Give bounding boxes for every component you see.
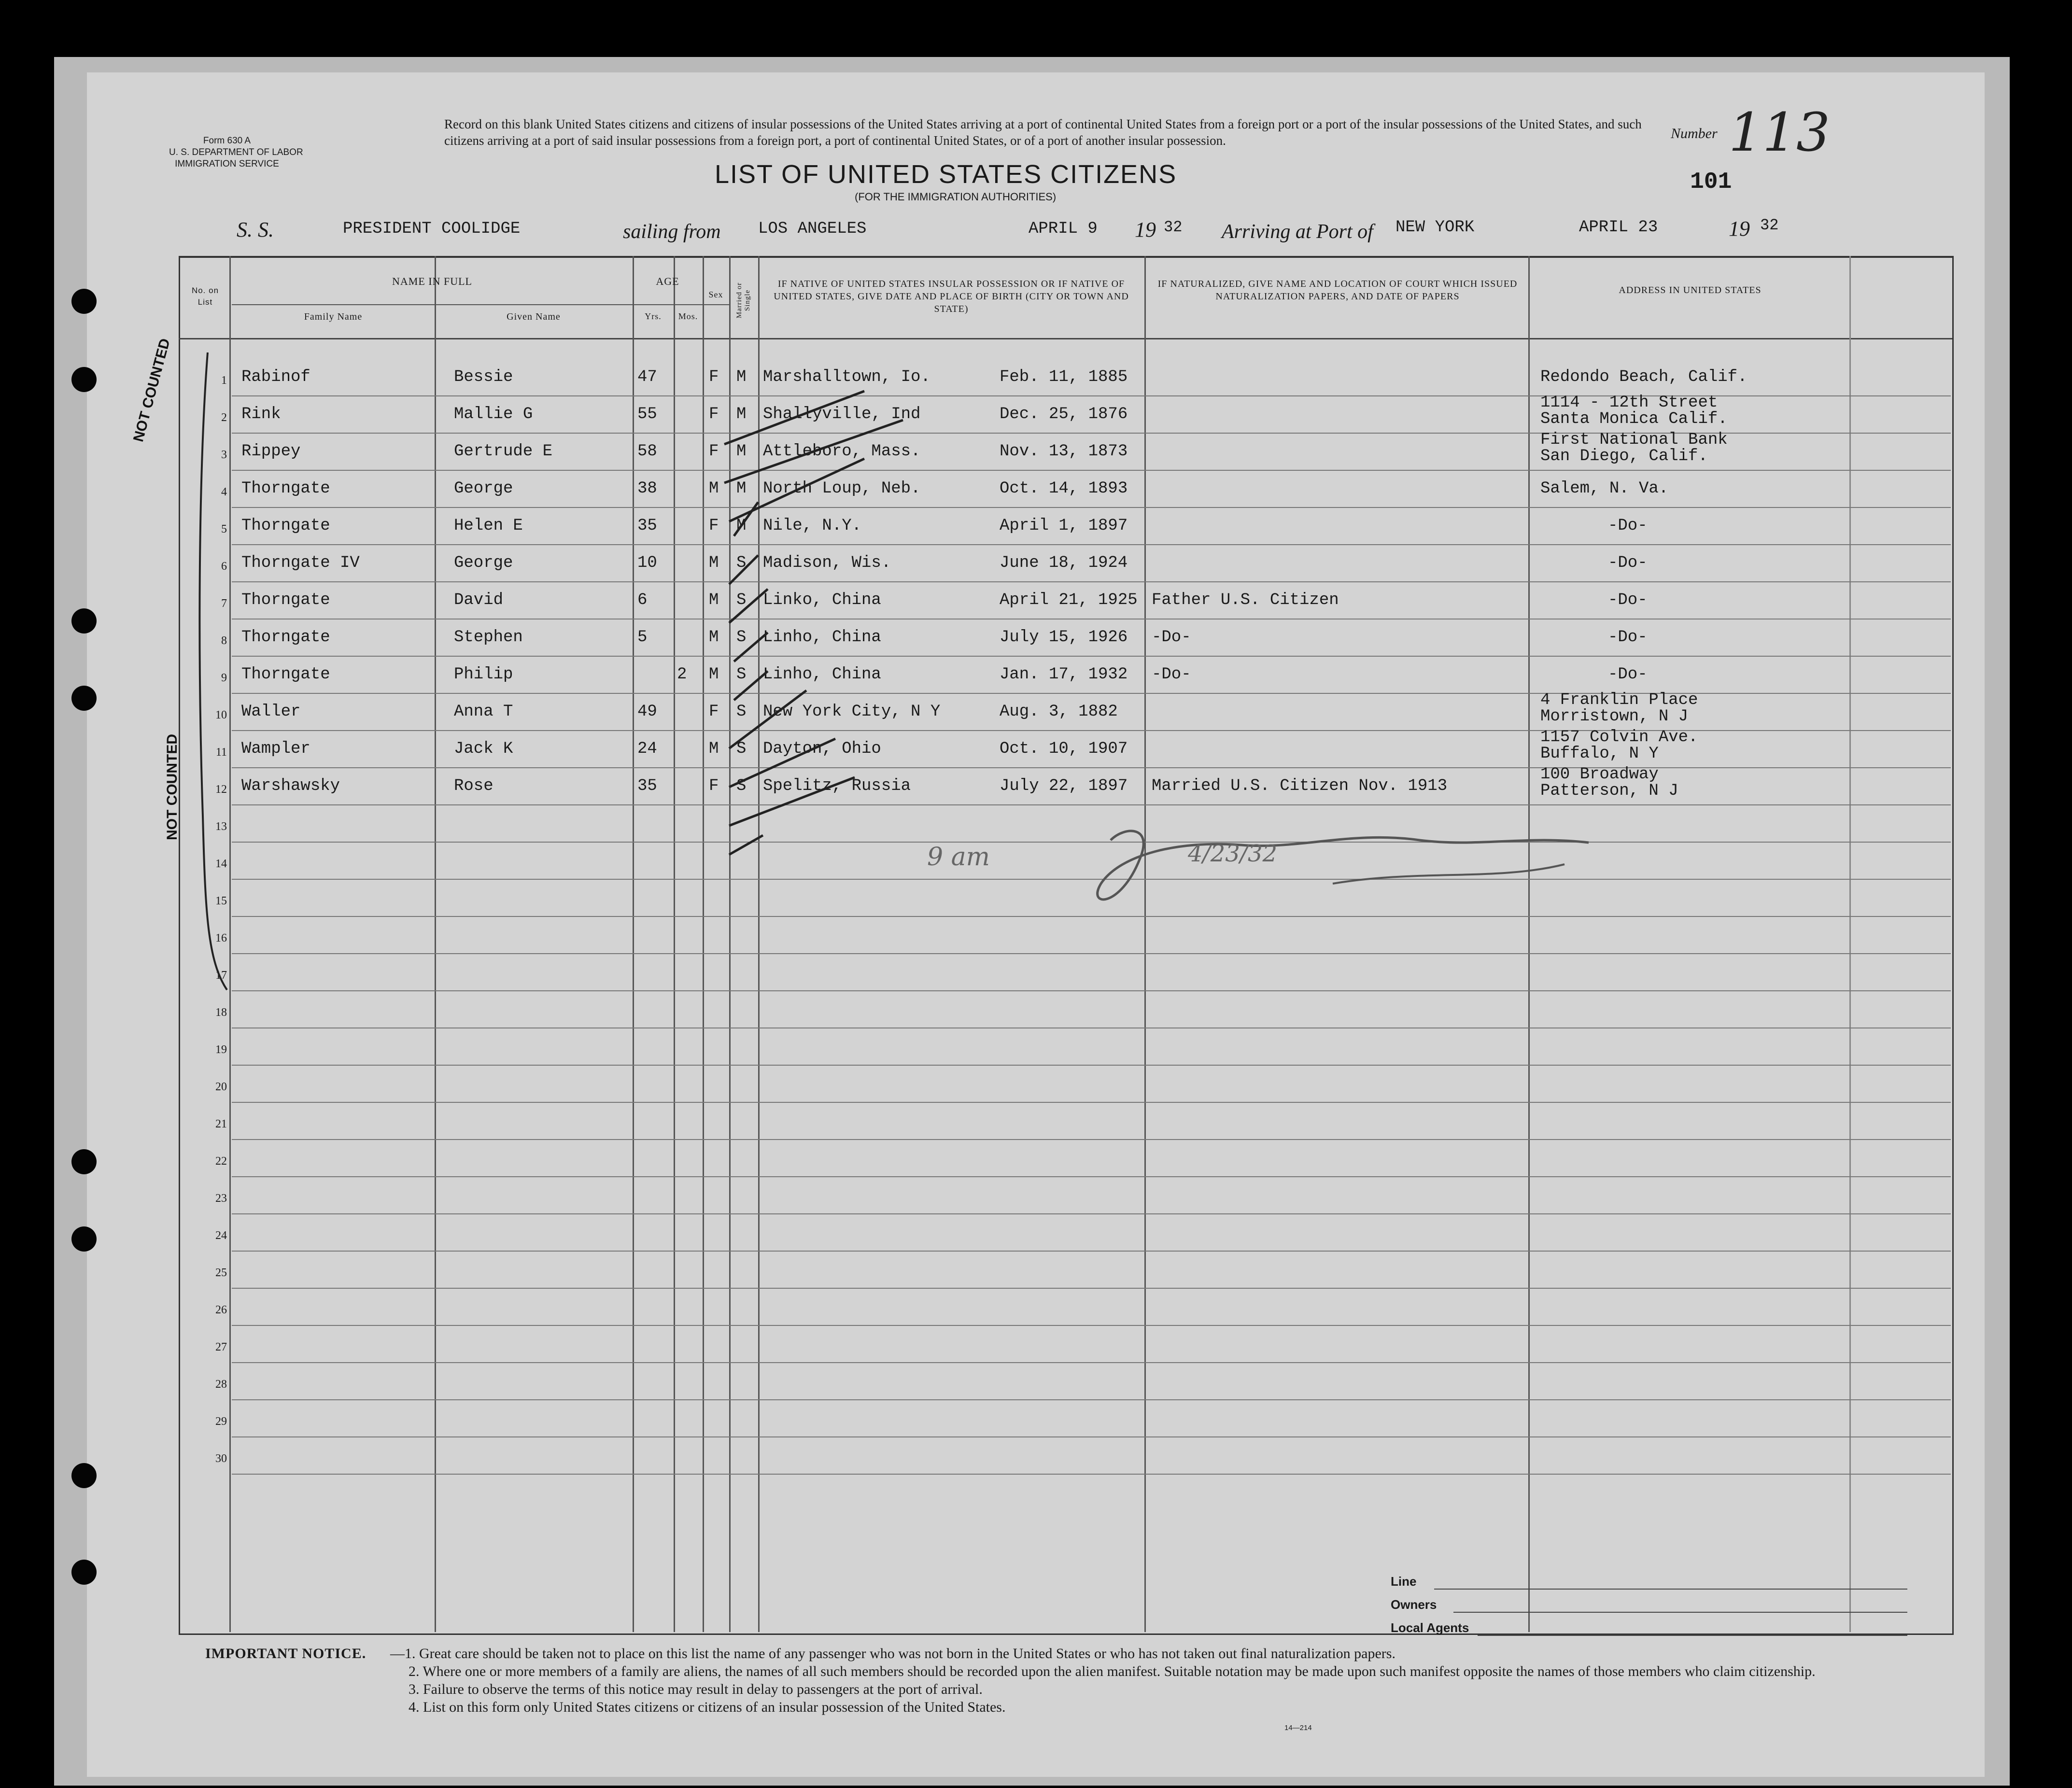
cell-address-line1: 1114 - 12th Street: [1540, 394, 1718, 412]
cell-given: Mallie G: [454, 405, 533, 423]
row-number: 18: [215, 1006, 227, 1019]
cell-yrs: 35: [637, 517, 657, 535]
binder-hole: [71, 1226, 97, 1252]
col-header-no: No. on List: [191, 286, 219, 307]
row-number: 19: [215, 1043, 227, 1056]
row-rule: [232, 1436, 1951, 1437]
cell-sex: M: [709, 479, 719, 498]
col-header-name: NAME IN FULL: [392, 275, 472, 287]
arrive-year-prefix: 19: [1729, 217, 1750, 240]
col-header-age: AGE: [656, 275, 679, 287]
cell-address-line2: Buffalo, N Y: [1540, 745, 1659, 763]
cell-nat: Married U.S. Citizen Nov. 1913: [1152, 777, 1448, 795]
cell-address-line2: San Diego, Calif.: [1540, 447, 1708, 465]
cell-date: Nov. 13, 1873: [1000, 442, 1128, 461]
row-rule: [232, 1474, 1951, 1475]
binder-hole: [71, 686, 97, 711]
cell-given: Philip: [454, 665, 513, 684]
cell-place: Linho, China: [763, 665, 881, 684]
arriving-label: Arriving at Port of: [1222, 221, 1373, 243]
line-label: Line: [1391, 1574, 1417, 1589]
row-number: 8: [221, 634, 227, 647]
cell-sex: M: [709, 628, 719, 647]
cell-given: George: [454, 479, 513, 498]
department: U. S. DEPARTMENT OF LABOR: [169, 147, 303, 157]
cell-ms: M: [736, 479, 747, 498]
cell-place: Madison, Wis.: [763, 554, 891, 572]
cell-date: Jan. 17, 1932: [1000, 665, 1128, 684]
depart-year-prefix: 19: [1135, 218, 1156, 241]
cell-sex: M: [709, 554, 719, 572]
cell-ms: M: [736, 405, 747, 423]
notice-item: 3. Failure to observe the terms of this notice may result in delay to passengers at the port of arrival.: [409, 1681, 983, 1697]
row-number: 3: [221, 449, 227, 461]
row-rule: [232, 1213, 1951, 1214]
cell-date: July 22, 1897: [1000, 777, 1128, 795]
cell-family: Waller: [241, 703, 301, 721]
row-rule: [232, 544, 1951, 545]
cell-address-line1: 4 Franklin Place: [1540, 691, 1698, 709]
col-divider: [435, 256, 436, 1632]
cell-place: Shallyville, Ind: [763, 405, 921, 423]
row-number: 7: [221, 597, 227, 610]
cell-ms: S: [736, 703, 747, 721]
cell-sex: M: [709, 740, 719, 758]
line-field: [1434, 1589, 1907, 1590]
col-header-family: Family Name: [304, 311, 363, 322]
cell-family: Thorngate IV: [241, 554, 360, 572]
row-rule: [232, 1139, 1951, 1140]
arrival-date: APRIL 23: [1579, 218, 1658, 237]
owners-label: Owners: [1391, 1597, 1437, 1612]
notice-label: IMPORTANT NOTICE.: [205, 1646, 366, 1661]
cell-yrs: 47: [637, 368, 657, 386]
row-number: 30: [215, 1452, 227, 1465]
row-number: 15: [215, 895, 227, 907]
cell-sex: F: [709, 405, 719, 423]
row-rule: [232, 953, 1951, 954]
cell-sex: F: [709, 517, 719, 535]
agents-label: Local Agents: [1391, 1620, 1469, 1635]
binder-hole: [71, 608, 97, 634]
cell-place: New York City, N Y: [763, 703, 941, 721]
header-bottom-rule: [179, 338, 1952, 339]
cell-mos: 2: [677, 665, 687, 684]
row-rule: [232, 507, 1951, 508]
col-header-birth: IF NATIVE OF UNITED STATES INSULAR POSSESSION OR IF NATIVE OF UNITED STATES, GIVE DATE AND PLACE OF BIRTH (CITY OR TOWN AND STATE): [774, 279, 1129, 314]
col-divider: [633, 256, 634, 1632]
cell-ms: S: [736, 665, 747, 684]
signature-date: 4/23/32: [1188, 840, 1278, 867]
cell-family: Thorngate: [241, 517, 330, 535]
cell-address-line1: First National Bank: [1540, 431, 1728, 449]
cell-nat: -Do-: [1152, 628, 1191, 647]
instructions-text: Record on this blank United States citizens and citizens of insular possessions of the United States arriving at a port of continental United States from a foreign port or a port of the insular possessions of the United States, and such citizens arriving at a port of said insular possessions from a foreign port, a port of continental United States, or of a port of another insular possession.: [444, 117, 1642, 148]
cell-yrs: 5: [637, 628, 648, 647]
row-number: 29: [215, 1415, 227, 1428]
row-number: 26: [215, 1304, 227, 1316]
sheet-number: 113: [1729, 101, 1830, 163]
notice-item: 2. Where one or more members of a family are aliens, the names of all such members should be recorded upon the alien manifest. Suitable notation may be made upon such manifest opposite the names of those members who claim citizenship.: [409, 1663, 1816, 1679]
cell-family: Wampler: [241, 740, 310, 758]
table-top-rule: [179, 256, 1952, 258]
cell-date: April 1, 1897: [1000, 517, 1128, 535]
cell-date: June 18, 1924: [1000, 554, 1128, 572]
cell-given: Helen E: [454, 517, 523, 535]
row-number: 10: [215, 709, 227, 721]
ss-label: S. S.: [237, 218, 274, 241]
cell-date: Aug. 3, 1882: [1000, 703, 1118, 721]
row-number: 9: [221, 672, 227, 684]
col-header-yrs: Yrs.: [645, 311, 662, 321]
cell-place: Linko, China: [763, 591, 881, 609]
cell-sex: F: [709, 777, 719, 795]
cell-address-line1: -Do-: [1608, 665, 1648, 684]
row-number: 28: [215, 1378, 227, 1391]
row-number: 25: [215, 1267, 227, 1279]
cell-given: Stephen: [454, 628, 523, 647]
cell-yrs: 6: [637, 591, 648, 609]
notice-list: [390, 1645, 1902, 1716]
row-rule: [232, 1065, 1951, 1066]
cell-sex: F: [709, 703, 719, 721]
cell-address-line2: Morristown, N J: [1540, 707, 1689, 726]
row-rule: [232, 1362, 1951, 1363]
cell-ms: S: [736, 591, 747, 609]
margin-stamp-bottom: NOT COUNTED: [164, 734, 180, 840]
manifest-sheet: [87, 72, 1985, 1777]
cell-ms: S: [736, 740, 747, 758]
notice-item: —1. Great care should be taken not to place on this list the name of any passenger who was not born in the United States or who has not taken out final naturalization papers.: [390, 1646, 1395, 1661]
row-number: 13: [215, 820, 227, 833]
form-title: LIST OF UNITED STATES CITIZENS: [715, 160, 1177, 189]
col-header-mos: Mos.: [678, 311, 698, 321]
cell-yrs: 55: [637, 405, 657, 423]
row-number: 14: [215, 858, 227, 870]
cell-ms: S: [736, 628, 747, 647]
cell-given: David: [454, 591, 504, 609]
cell-date: Oct. 14, 1893: [1000, 479, 1128, 498]
cell-yrs: 24: [637, 740, 657, 758]
cell-address-line1: Redondo Beach, Calif.: [1540, 368, 1748, 386]
row-rule: [232, 1251, 1951, 1252]
row-number: 4: [221, 486, 227, 498]
cell-date: Feb. 11, 1885: [1000, 368, 1128, 386]
row-number: 20: [215, 1081, 227, 1093]
subheader-rule: [232, 304, 729, 305]
row-number: 21: [215, 1118, 227, 1130]
cell-sex: F: [709, 442, 719, 461]
departure-year: 32: [1164, 218, 1183, 236]
cell-family: Thorngate: [241, 665, 330, 684]
cell-date: July 15, 1926: [1000, 628, 1128, 647]
cell-family: Warshawsky: [241, 777, 340, 795]
col-header-married: Married or Single: [735, 282, 751, 319]
cell-address-line1: 100 Broadway: [1540, 765, 1659, 784]
binder-hole: [71, 289, 97, 314]
row-rule: [232, 990, 1951, 991]
cell-date: Dec. 25, 1876: [1000, 405, 1128, 423]
cell-given: Anna T: [454, 703, 513, 721]
form-id-block: [169, 135, 303, 170]
cell-yrs: 10: [637, 554, 657, 572]
col-header-given: Given Name: [507, 311, 561, 322]
cell-family: Thorngate: [241, 591, 330, 609]
cell-ms: S: [736, 777, 747, 795]
row-number: 12: [215, 783, 227, 796]
cell-place: Attleboro, Mass.: [763, 442, 921, 461]
cell-address-line2: Santa Monica Calif.: [1540, 410, 1728, 428]
margin-bracket: [179, 333, 256, 1000]
cell-sex: F: [709, 368, 719, 386]
col-divider: [1849, 256, 1851, 1632]
cell-family: Rippey: [241, 442, 301, 461]
cell-family: Thorngate: [241, 628, 330, 647]
row-number: 24: [215, 1229, 227, 1242]
row-number: 2: [221, 411, 227, 424]
row-rule: [232, 1325, 1951, 1326]
cell-given: George: [454, 554, 513, 572]
cell-place: Linho, China: [763, 628, 881, 647]
row-rule: [232, 1288, 1951, 1289]
cell-address-line1: 1157 Colvin Ave.: [1540, 728, 1698, 746]
cell-yrs: 35: [637, 777, 657, 795]
cell-place: Dayton, Ohio: [763, 740, 881, 758]
cell-address-line1: -Do-: [1608, 591, 1648, 609]
cell-given: Bessie: [454, 368, 513, 386]
cell-ms: S: [736, 554, 747, 572]
binder-hole: [71, 1463, 97, 1488]
cell-place: Nile, N.Y.: [763, 517, 862, 535]
cell-nat: Father U.S. Citizen: [1152, 591, 1339, 609]
row-rule: [232, 1176, 1951, 1177]
row-number: 22: [215, 1155, 227, 1168]
form-subtitle: (FOR THE IMMIGRATION AUTHORITIES): [855, 191, 1057, 203]
inspector-signature: [1082, 797, 1613, 922]
page-number: 101: [1690, 169, 1732, 195]
sailing-from-label: sailing from: [623, 221, 721, 243]
cell-address-line2: Patterson, N J: [1540, 782, 1678, 800]
notice-item: 4. List on this form only United States citizens or citizens of an insular possession of the United States.: [409, 1699, 1006, 1715]
arrival-year: 32: [1760, 216, 1779, 234]
cell-given: Jack K: [454, 740, 513, 758]
cell-address-line1: -Do-: [1608, 517, 1648, 535]
cell-address-line1: Salem, N. Va.: [1540, 479, 1669, 498]
cell-sex: M: [709, 591, 719, 609]
service: IMMIGRATION SERVICE: [175, 159, 279, 169]
departure-date: APRIL 9: [1029, 220, 1098, 238]
row-number: 23: [215, 1192, 227, 1205]
binder-hole: [71, 367, 97, 392]
row-rule: [232, 656, 1951, 657]
cell-address-line1: -Do-: [1608, 554, 1648, 572]
cell-family: Rink: [241, 405, 281, 423]
cell-ms: M: [736, 517, 747, 535]
binder-hole: [71, 1149, 97, 1174]
cell-place: Spelitz, Russia: [763, 777, 911, 795]
cell-ms: M: [736, 442, 747, 461]
owners-field: [1453, 1612, 1907, 1613]
row-number: 6: [221, 560, 227, 573]
cell-place: Marshalltown, Io.: [763, 368, 930, 386]
row-rule: [232, 470, 1951, 471]
margin-stamp-top: NOT COUNTED: [130, 337, 173, 444]
cell-given: Rose: [454, 777, 493, 795]
ship-name: PRESIDENT COOLIDGE: [343, 220, 521, 238]
row-number: 27: [215, 1341, 227, 1353]
row-rule: [232, 767, 1951, 768]
col-header-sex: Sex: [708, 290, 723, 299]
col-header-address: ADDRESS IN UNITED STATES: [1619, 285, 1762, 296]
row-rule: [232, 1399, 1951, 1400]
time-note: 9 am: [927, 843, 990, 872]
row-number: 1: [221, 374, 227, 387]
agents-field: [1478, 1635, 1907, 1636]
check-marks: [662, 381, 932, 893]
cell-given: Gertrude E: [454, 442, 553, 461]
row-number: 11: [215, 746, 227, 759]
print-code: 14—214: [1284, 1724, 1312, 1732]
row-number: 17: [215, 969, 227, 982]
number-label: Number: [1671, 126, 1718, 141]
cell-yrs: 49: [637, 703, 657, 721]
form-id: Form 630 A: [203, 136, 251, 146]
cell-place: North Loup, Neb.: [763, 479, 921, 498]
cell-date: Oct. 10, 1907: [1000, 740, 1128, 758]
departure-port: LOS ANGELES: [758, 220, 867, 238]
col-divider: [1144, 256, 1146, 1632]
cell-yrs: 38: [637, 479, 657, 498]
cell-address-line1: -Do-: [1608, 628, 1648, 647]
binder-hole: [71, 1560, 97, 1585]
cell-ms: M: [736, 368, 747, 386]
cell-date: April 21, 1925: [1000, 591, 1138, 609]
row-rule: [232, 581, 1951, 582]
cell-sex: M: [709, 665, 719, 684]
col-divider: [1528, 256, 1530, 1632]
cell-yrs: 58: [637, 442, 657, 461]
cell-nat: -Do-: [1152, 665, 1191, 684]
row-number: 16: [215, 932, 227, 944]
row-rule: [232, 1102, 1951, 1103]
cell-family: Rabinof: [241, 368, 310, 386]
col-header-naturalized: IF NATURALIZED, GIVE NAME AND LOCATION OF COURT WHICH ISSUED NATURALIZATION PAPERS, AND DATE OF PAPERS: [1157, 279, 1518, 302]
arrival-port: NEW YORK: [1395, 218, 1475, 237]
cell-family: Thorngate: [241, 479, 330, 498]
row-number: 5: [221, 523, 227, 535]
